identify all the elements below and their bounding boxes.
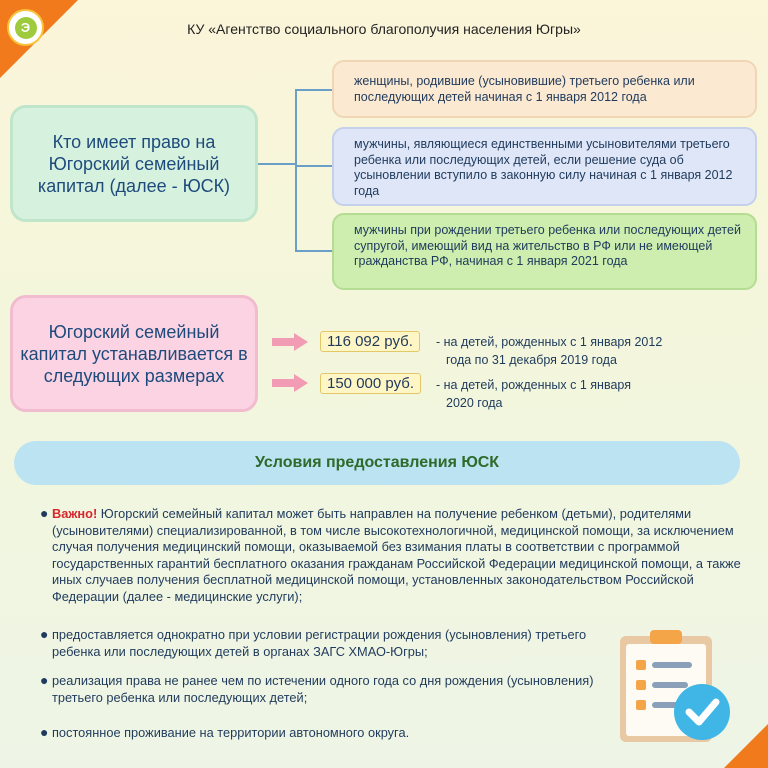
amount-value: 116 092 руб. <box>320 331 420 352</box>
amount-desc-line: 2020 года <box>446 396 503 410</box>
connector-line <box>295 250 332 252</box>
bullet-icon: ● <box>40 724 49 740</box>
connector-line <box>295 89 297 251</box>
conditions-title: Условия предоставления ЮСК <box>14 441 740 485</box>
amount-desc-line: года по 31 декабря 2019 года <box>446 353 617 367</box>
amount-desc-line: - на детей, рожденных с 1 января <box>436 378 631 392</box>
page-title: КУ «Агентство социального благополучия населения Югры» <box>187 21 581 37</box>
bullet-icon: ● <box>40 626 49 642</box>
corner-decoration <box>724 724 768 768</box>
important-text: Югорский семейный капитал может быть направлен на получение ребенком (детьми), родителями (усыновителями) специализированной, в том числе высокотехнологичной, медицинской помощи, за исключением случая получения медицинский помощи, оказываемой без взимания платы в соответствии с программой государственных гарантий бесплатного оказания гражданам Российской Федерации медицинской помощи, а также иных случаев получения бесплатной медицинской помощи, установленных законодательством Российской Федерации (далее - медицинские услуги); <box>52 506 741 604</box>
condition-item <box>40 672 612 706</box>
amount-value: 150 000 руб. <box>320 373 421 394</box>
logo-mark: Э <box>15 17 37 39</box>
eligibility-category-adoptive-men: мужчины, являющиеся единственными усыновителями третьего ребенка или последующих детей, если решение суда об усыновлении вступило в законную силу начиная с 1 января 2012 года <box>332 127 757 206</box>
clipboard-check-icon <box>612 628 736 746</box>
condition-item <box>40 626 612 660</box>
eligibility-category-men-spouse: мужчины при рождении третьего ребенка или последующих детей супругой, имеющий вид на жительство в РФ или не имеющей гражданства РФ, начиная с 1 января 2021 года <box>332 213 757 290</box>
condition-text: постоянное проживание на территории автономного округа. <box>52 725 410 740</box>
amount-description <box>436 376 631 412</box>
arrow-right-icon <box>272 374 308 392</box>
connector-line <box>295 89 332 91</box>
condition-text: реализация права не ранее чем по истечении одного года со дня рождения (усыновления) третьего ребенка или последующих детей; <box>52 673 594 705</box>
arrow-right-icon <box>272 333 308 351</box>
eligibility-category-women: женщины, родившие (усыновившие) третьего ребенка или последующих детей начиная с 1 января 2012 года <box>332 60 757 118</box>
who-eligible-box: Кто имеет право на Югорский семейный капитал (далее - ЮСК) <box>10 105 258 222</box>
bullet-icon: ● <box>40 505 49 521</box>
capital-size-box: Югорский семейный капитал устанавливается в следующих размерах <box>10 295 258 412</box>
condition-item <box>40 724 612 742</box>
amount-desc-line: - на детей, рожденных с 1 января 2012 <box>436 335 663 349</box>
important-note <box>40 505 762 605</box>
connector-line <box>258 163 296 165</box>
important-label: Важно! <box>52 506 98 521</box>
connector-line <box>295 165 332 167</box>
condition-text: предоставляется однократно при условии регистрации рождения (усыновления) третьего ребенка или последующих детей в органах ЗАГС ХМАО-Югры; <box>52 627 587 659</box>
bullet-icon: ● <box>40 672 49 688</box>
amount-description <box>436 333 662 369</box>
